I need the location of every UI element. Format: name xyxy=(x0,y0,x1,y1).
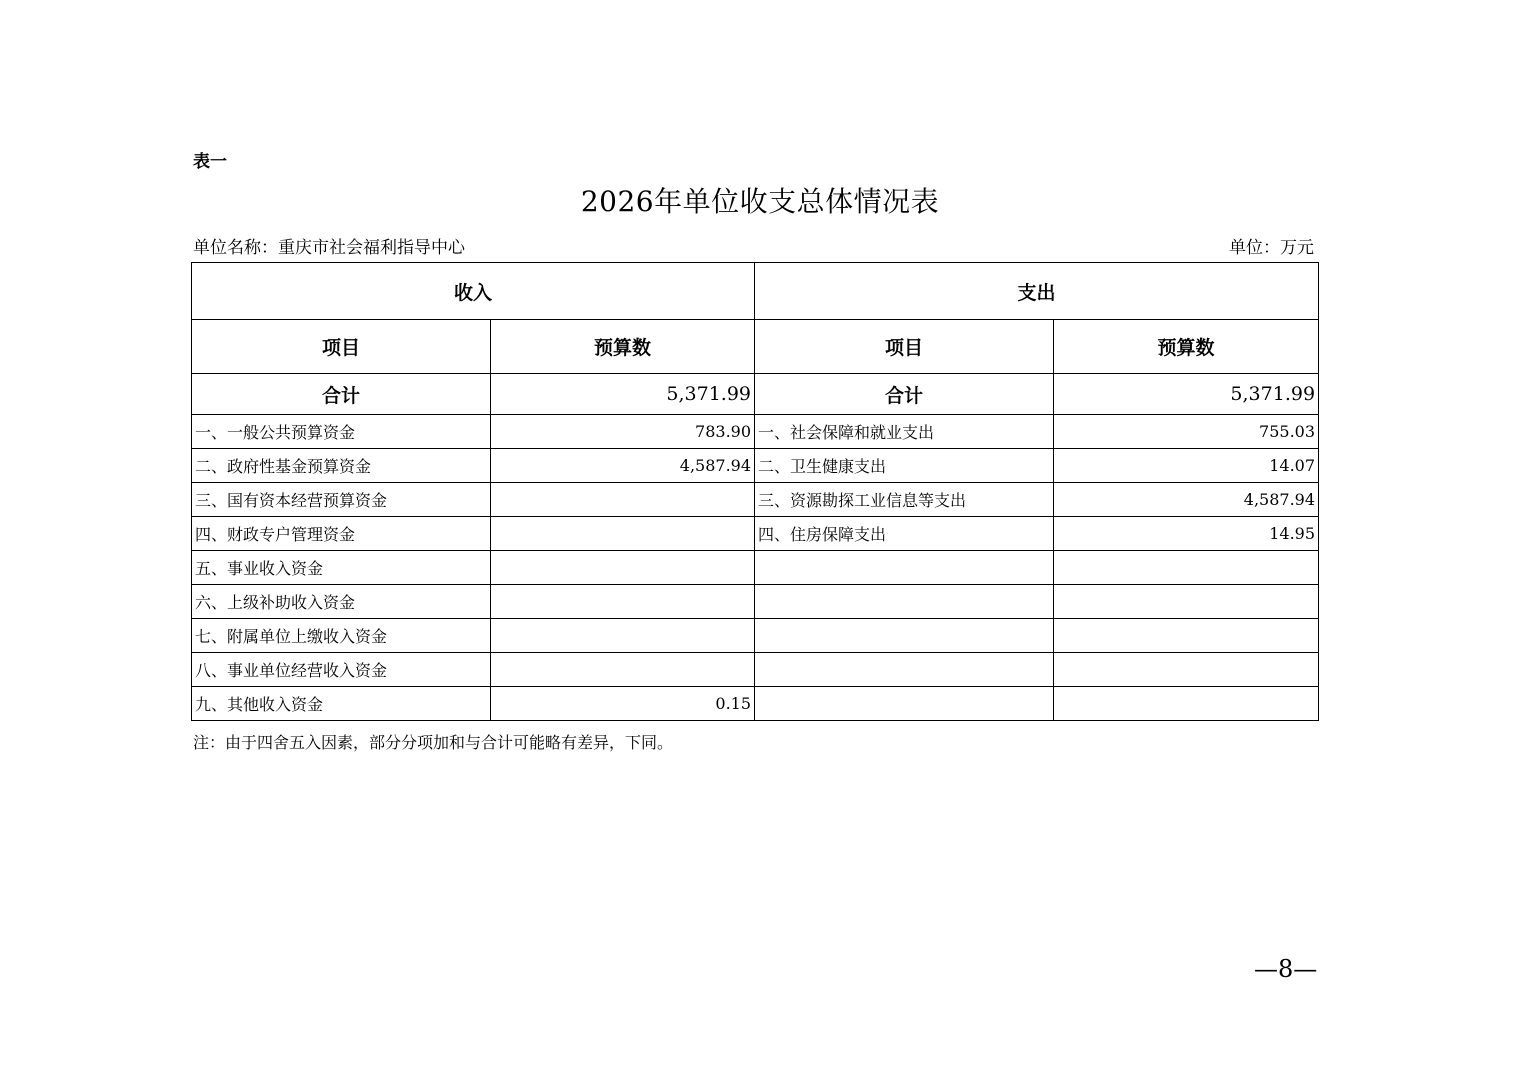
expense-section-header: 支出 xyxy=(755,263,1319,320)
income-item: 三、国有资本经营预算资金 xyxy=(192,483,491,517)
expense-value xyxy=(1054,653,1319,687)
income-value: 4,587.94 xyxy=(491,449,755,483)
income-item: 七、附属单位上缴收入资金 xyxy=(192,619,491,653)
table-row xyxy=(192,551,1319,585)
table-row xyxy=(192,517,1319,551)
expense-value xyxy=(1054,619,1319,653)
expense-value: 755.03 xyxy=(1054,415,1319,449)
budget-table xyxy=(191,262,1319,721)
expense-total-label: 合计 xyxy=(755,374,1054,415)
expense-item-header: 项目 xyxy=(755,320,1054,374)
expense-item xyxy=(755,619,1054,653)
table-row xyxy=(192,687,1319,721)
expense-item xyxy=(755,653,1054,687)
table-label: 表一 xyxy=(193,152,227,172)
expense-value: 14.07 xyxy=(1054,449,1319,483)
income-value xyxy=(491,551,755,585)
expense-value: 14.95 xyxy=(1054,517,1319,551)
income-item-header: 项目 xyxy=(192,320,491,374)
expense-value xyxy=(1054,551,1319,585)
income-value xyxy=(491,585,755,619)
income-item: 五、事业收入资金 xyxy=(192,551,491,585)
expense-item xyxy=(755,585,1054,619)
page-number: —8— xyxy=(1254,955,1318,983)
income-value xyxy=(491,483,755,517)
expense-budget-header: 预算数 xyxy=(1054,320,1319,374)
unit-name: 单位名称：重庆市社会福利指导中心 xyxy=(193,238,465,258)
expense-value xyxy=(1054,687,1319,721)
income-item: 六、上级补助收入资金 xyxy=(192,585,491,619)
expense-item: 一、社会保障和就业支出 xyxy=(755,415,1054,449)
income-item: 八、事业单位经营收入资金 xyxy=(192,653,491,687)
income-value xyxy=(491,653,755,687)
column-header-row xyxy=(192,320,1319,374)
expense-item xyxy=(755,687,1054,721)
unit-label: 单位：万元 xyxy=(1229,238,1314,258)
table-row xyxy=(192,619,1319,653)
page-title: 2026年单位收支总体情况表 xyxy=(580,185,940,218)
expense-item xyxy=(755,551,1054,585)
income-total-value: 5,371.99 xyxy=(491,374,755,415)
income-item: 一、一般公共预算资金 xyxy=(192,415,491,449)
expense-value xyxy=(1054,585,1319,619)
total-row xyxy=(192,374,1319,415)
expense-item: 二、卫生健康支出 xyxy=(755,449,1054,483)
table-row xyxy=(192,415,1319,449)
income-item: 九、其他收入资金 xyxy=(192,687,491,721)
income-budget-header: 预算数 xyxy=(491,320,755,374)
table-row xyxy=(192,585,1319,619)
income-value xyxy=(491,517,755,551)
expense-value: 4,587.94 xyxy=(1054,483,1319,517)
table-row xyxy=(192,653,1319,687)
income-value: 783.90 xyxy=(491,415,755,449)
income-value xyxy=(491,619,755,653)
footnote: 注：由于四舍五入因素，部分分项加和与合计可能略有差异，下同。 xyxy=(193,733,674,752)
section-header-row xyxy=(192,263,1319,320)
income-item: 四、财政专户管理资金 xyxy=(192,517,491,551)
expense-item: 三、资源勘探工业信息等支出 xyxy=(755,483,1054,517)
table-row xyxy=(192,483,1319,517)
income-section-header: 收入 xyxy=(192,263,755,320)
table-row xyxy=(192,449,1319,483)
expense-item: 四、住房保障支出 xyxy=(755,517,1054,551)
income-value: 0.15 xyxy=(491,687,755,721)
income-total-label: 合计 xyxy=(192,374,491,415)
expense-total-value: 5,371.99 xyxy=(1054,374,1319,415)
income-item: 二、政府性基金预算资金 xyxy=(192,449,491,483)
